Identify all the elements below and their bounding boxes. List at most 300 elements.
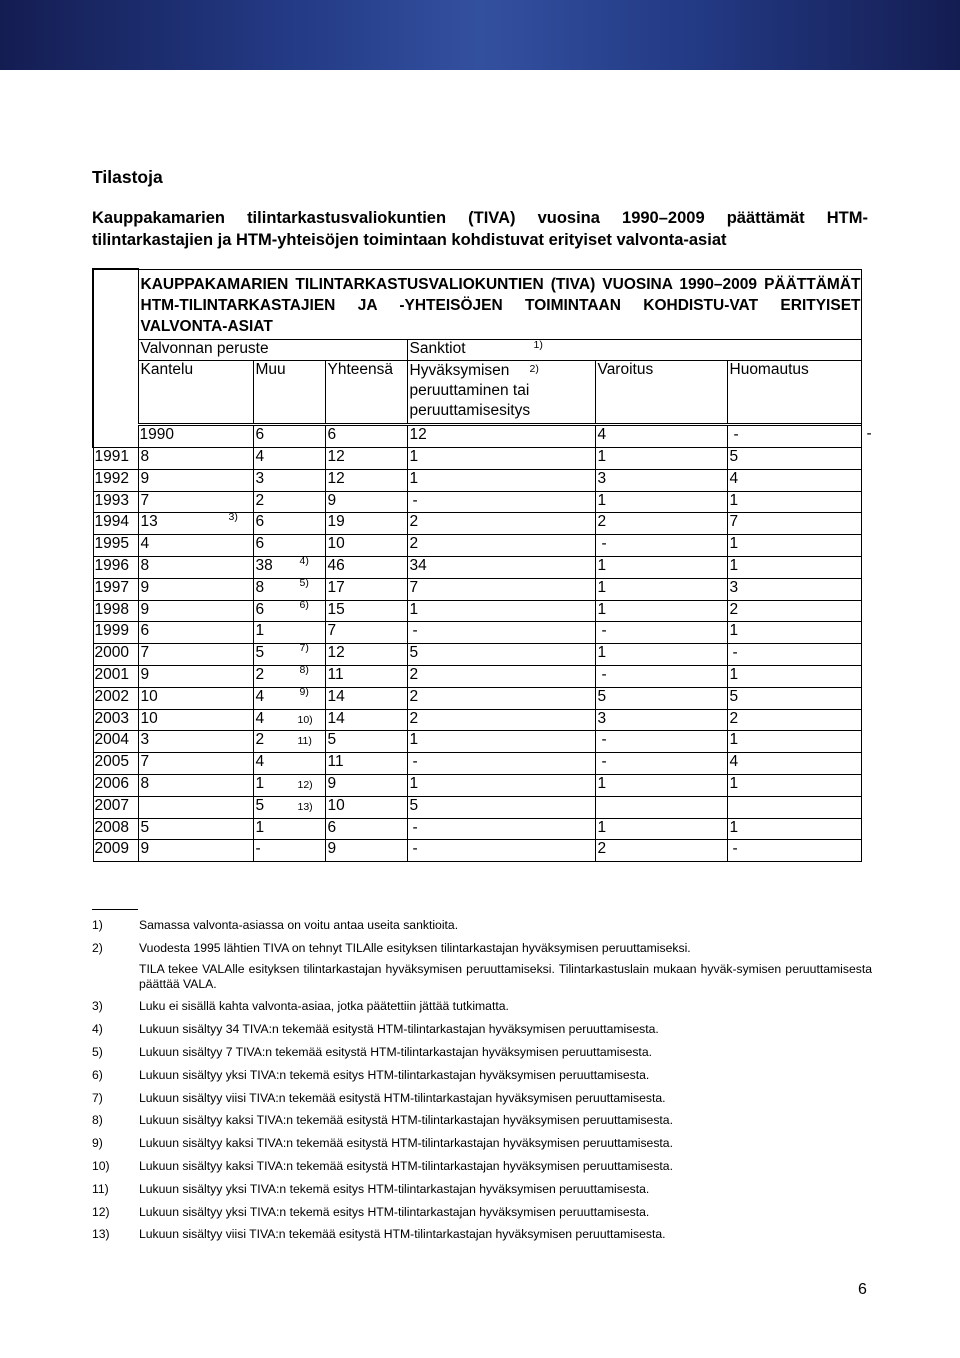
footnote-number: 7) — [92, 1090, 103, 1105]
footnote-number: 13) — [92, 1227, 110, 1242]
varoitus-cell — [595, 818, 727, 840]
yhteensa-cell-value: 9 — [327, 491, 337, 509]
column-header-hyvaksymisen — [407, 361, 595, 425]
hyvaksymisen-cell-value: 1 — [409, 448, 419, 466]
hyvaksymisen-cell — [407, 491, 595, 513]
muu-cell — [253, 818, 325, 840]
hyvaksymisen-cell-value: 1 — [409, 775, 419, 793]
muu-cell-value: 1 — [255, 818, 265, 836]
hyvaksymisen-cell-value: 2 — [409, 535, 419, 553]
varoitus-cell — [595, 491, 727, 513]
kantelu-cell — [138, 709, 253, 731]
yhteensa-cell-value: 17 — [327, 578, 345, 596]
muu-cell — [253, 709, 325, 731]
varoitus-cell — [595, 687, 727, 709]
hyvaksymisen-cell-value: 1 — [409, 469, 419, 487]
yhteensa-cell-value: 11 — [327, 753, 344, 771]
kantelu-cell-value: 7 — [140, 491, 150, 509]
huomautus-cell-value: 2 — [729, 600, 739, 618]
year-cell-value: 1997 — [94, 578, 129, 596]
footnote-number: 3) — [92, 999, 103, 1014]
column-header-row — [93, 361, 861, 425]
footnote-item — [92, 1227, 872, 1242]
yhteensa-cell — [325, 491, 407, 513]
year-cell-value: 2007 — [94, 796, 129, 814]
muu-cell — [253, 513, 325, 535]
yhteensa-cell-value: 6 — [327, 818, 337, 836]
kantelu-cell — [138, 644, 253, 666]
muu-cell — [253, 775, 325, 797]
year-cell-value: 1991 — [94, 448, 129, 466]
varoitus-cell-value: 1 — [597, 644, 607, 662]
muu-cell-value: 4 — [255, 709, 265, 727]
huomautus-cell-value: 1 — [729, 775, 739, 793]
year-cell — [93, 687, 138, 709]
column-header-huomautus: Huomautus — [727, 361, 861, 425]
huomautus-cell — [727, 731, 861, 753]
hyvaksymisen-cell — [407, 557, 595, 579]
year-cell — [93, 622, 138, 644]
muu-cell-value: 1 — [255, 775, 265, 793]
huomautus-cell-value: 1 — [729, 557, 739, 575]
year-cell-value: 2001 — [94, 666, 129, 684]
footnote-number: 1) — [92, 918, 103, 932]
kantelu-cell-value: 3 — [140, 731, 150, 749]
footnote-item — [92, 1091, 872, 1106]
year-cell — [93, 578, 138, 600]
footnote-ref: 7) — [299, 642, 309, 655]
yhteensa-cell-value: 12 — [327, 469, 345, 487]
muu-cell — [253, 448, 325, 470]
hyvaksymisen-cell — [407, 666, 595, 688]
kantelu-cell — [138, 469, 253, 491]
varoitus-cell — [595, 469, 727, 491]
hyvaksymisen-cell — [407, 775, 595, 797]
year-cell-value: 2009 — [94, 840, 129, 858]
yhteensa-cell — [325, 818, 407, 840]
huomautus-cell — [727, 666, 861, 688]
muu-cell — [253, 622, 325, 644]
footnote-item — [92, 918, 872, 933]
kantelu-cell-value: 8 — [140, 448, 150, 466]
muu-cell — [253, 535, 325, 557]
footnote-text: Samassa valvonta-asiassa on voitu antaa useita sanktioita. — [139, 918, 459, 932]
varoitus-cell — [595, 753, 727, 775]
varoitus-cell-value: - — [601, 622, 607, 640]
footnote-text: Luku ei sisällä kahta valvonta-asiaa, jotka päätettiin jättää tutkimatta. — [139, 999, 509, 1014]
huomautus-cell — [727, 687, 861, 709]
year-cell-value: 2005 — [94, 753, 129, 771]
table-row — [93, 425, 861, 448]
footnote-text: Lukuun sisältyy viisi TIVA:n tekemää esitystä HTM-tilintarkastajan hyväksymisen peruuttamisesta. — [139, 1227, 666, 1242]
huomautus-cell — [727, 513, 861, 535]
footnote-number: 6) — [92, 1067, 103, 1082]
muu-cell-value: 6 — [255, 513, 265, 531]
varoitus-cell — [595, 513, 727, 535]
year-cell — [93, 513, 138, 535]
varoitus-cell — [595, 644, 727, 666]
kantelu-cell-value: 9 — [140, 600, 150, 618]
footnote-number: 4) — [92, 1022, 103, 1037]
hyvaksymisen-cell-value: 5 — [409, 644, 419, 662]
varoitus-cell — [595, 775, 727, 797]
kantelu-cell-value: 9 — [140, 578, 150, 596]
hyvaksymisen-cell — [407, 622, 595, 644]
huomautus-cell — [727, 644, 861, 666]
huomautus-cell — [727, 448, 861, 470]
muu-cell — [253, 557, 325, 579]
varoitus-cell — [595, 600, 727, 622]
varoitus-cell-value: 5 — [597, 687, 607, 705]
year-cell — [93, 448, 138, 470]
huomautus-cell — [727, 818, 861, 840]
huomautus-cell-value: 1 — [729, 731, 739, 749]
footnote-item — [92, 1068, 872, 1083]
footnote-text: Lukuun sisältyy kaksi TIVA:n tekemää esitystä HTM-tilintarkastajan hyväksymisen peruuttamisesta. — [139, 1113, 673, 1128]
footnote-number: 9) — [92, 1136, 103, 1151]
footnote-number: 8) — [92, 1113, 103, 1128]
hyvaksymisen-cell — [407, 535, 595, 557]
muu-cell-value: 6 — [327, 426, 337, 444]
table-row — [93, 644, 861, 666]
hyvaksymisen-cell — [407, 796, 595, 818]
footnote-text: Lukuun sisältyy yksi TIVA:n tekemä esitys HTM-tilintarkastajan hyväksymisen peruuttamisesta. — [139, 1204, 650, 1219]
footnote-item — [92, 1113, 872, 1128]
hyvaksymisen-cell — [407, 469, 595, 491]
footnote-ref: 5) — [299, 576, 309, 589]
footnote-number: 12) — [92, 1204, 110, 1219]
footnote-ref: 13) — [297, 800, 313, 813]
footnote-text: Lukuun sisältyy 7 TIVA:n tekemää esitystä HTM-tilintarkastajan hyväksymisen peruuttamisesta. — [139, 1044, 652, 1059]
muu-cell — [253, 469, 325, 491]
yhteensa-cell — [325, 600, 407, 622]
footnote-text: Lukuun sisältyy kaksi TIVA:n tekemää esitystä HTM-tilintarkastajan hyväksymisen peruuttamisesta. — [139, 1158, 673, 1173]
yhteensa-cell-value: 14 — [327, 709, 345, 727]
varoitus-cell — [595, 578, 727, 600]
huomautus-cell-value: 5 — [729, 687, 739, 705]
hyvaksymisen-cell-value: 2 — [409, 666, 419, 684]
huomautus-cell — [727, 622, 861, 644]
muu-cell — [253, 731, 325, 753]
hyvaksymisen-cell-value: 1 — [409, 731, 419, 749]
yhteensa-cell — [325, 535, 407, 557]
hyvaksymisen-cell — [407, 644, 595, 666]
column-header-kantelu: Kantelu — [138, 361, 253, 425]
group-header-peruste: Valvonnan peruste — [138, 339, 407, 361]
huomautus-cell-value: 1 — [729, 666, 739, 684]
varoitus-cell-value: 1 — [597, 600, 607, 618]
footnote-ref: 8) — [299, 664, 309, 677]
varoitus-cell-value: 3 — [597, 469, 607, 487]
muu-cell-value: 5 — [255, 796, 265, 814]
muu-cell-value: 4 — [255, 753, 265, 771]
table-row — [93, 513, 861, 535]
kantelu-cell — [138, 600, 253, 622]
table-row — [93, 578, 861, 600]
footnote-item — [92, 941, 872, 956]
hyvaksymisen-cell-value: 34 — [409, 557, 427, 575]
page-heading: Tilastoja — [92, 167, 163, 187]
muu-cell — [253, 753, 325, 775]
kantelu-cell — [138, 491, 253, 513]
footnote-text: Vuodesta 1995 lähtien TIVA on tehnyt TILAlle esityksen tilintarkastajan hyväksymisen peruuttamiseksi. — [139, 940, 691, 955]
hyvaksymisen-cell — [407, 731, 595, 753]
footnote-number: 11) — [92, 1181, 109, 1196]
kantelu-cell — [138, 840, 253, 862]
kantelu-cell — [138, 622, 253, 644]
kantelu-cell-value: 8 — [140, 557, 150, 575]
footnote-item — [92, 1136, 872, 1151]
varoitus-cell-value: 1 — [597, 775, 607, 793]
year-cell-value: 2003 — [94, 709, 129, 727]
yhteensa-cell — [325, 448, 407, 470]
footnote-ref: 3) — [228, 511, 238, 524]
table-row — [93, 557, 861, 579]
huomautus-cell-value: 1 — [729, 535, 739, 553]
huomautus-cell — [727, 535, 861, 557]
varoitus-cell-value: 1 — [597, 557, 607, 575]
yhteensa-cell-value: 12 — [409, 426, 427, 444]
hyvaksymisen-cell-value: - — [412, 491, 418, 509]
yhteensa-cell-value: 10 — [327, 535, 345, 553]
yhteensa-cell — [325, 753, 407, 775]
huomautus-cell-value: 5 — [729, 448, 739, 466]
varoitus-cell — [595, 557, 727, 579]
kantelu-cell-value: 4 — [140, 535, 150, 553]
year-cell — [93, 731, 138, 753]
hyvaksymisen-cell-value: 4 — [597, 426, 607, 444]
header-bar — [0, 0, 960, 70]
year-cell-value: 2006 — [94, 775, 129, 793]
year-cell — [93, 775, 138, 797]
muu-cell — [253, 600, 325, 622]
yhteensa-cell-value: 9 — [327, 840, 337, 858]
varoitus-cell-value: 1 — [597, 578, 607, 596]
footnote-ref: 11) — [297, 735, 312, 748]
kantelu-cell-value: 7 — [140, 753, 150, 771]
muu-cell — [253, 796, 325, 818]
yhteensa-cell-value: 46 — [327, 557, 345, 575]
huomautus-cell-value: - — [732, 644, 738, 662]
column-header-yhteensa: Yhteensä — [325, 361, 407, 425]
yhteensa-cell — [325, 644, 407, 666]
year-cell — [93, 600, 138, 622]
yhteensa-cell-value: 15 — [327, 600, 345, 618]
yhteensa-cell-value: 11 — [327, 666, 344, 684]
yhteensa-cell — [325, 666, 407, 688]
table-row — [93, 818, 861, 840]
page-subtitle: Kauppakamarien tilintarkastusvaliokuntien (TIVA) vuosina 1990–2009 päättämät HTM-tilintarkastajien ja HTM-yhteisöjen toimintaan kohdistuvat erityiset valvonta-asiat — [92, 209, 868, 249]
huomautus-cell — [727, 469, 861, 491]
kantelu-cell-value: 8 — [140, 775, 150, 793]
huomautus-cell — [727, 600, 861, 622]
varoitus-cell-value: 1 — [597, 818, 607, 836]
column-header-hyvaksymisen-label: Hyväksymisen peruuttaminen tai peruuttamisesitys — [409, 362, 531, 420]
year-cell-value: 1990 — [139, 426, 174, 444]
varoitus-cell-value: 3 — [597, 709, 607, 727]
hyvaksymisen-cell-value: - — [412, 753, 418, 771]
year-cell-value: 1994 — [94, 513, 129, 531]
hyvaksymisen-cell-value: 2 — [409, 709, 419, 727]
muu-cell-value: 2 — [255, 491, 265, 509]
kantelu-cell-value: 5 — [140, 818, 150, 836]
footnote-ref: 12) — [297, 779, 313, 792]
year-cell — [93, 753, 138, 775]
hyvaksymisen-cell-value: 1 — [409, 600, 419, 618]
kantelu-cell — [138, 535, 253, 557]
table-title: KAUPPAKAMARIEN TILINTARKASTUSVALIOKUNTIEN (TIVA) VUOSINA 1990–2009 PÄÄTTÄMÄT HTM-TILINTARKASTAJIEN JA -YHTEISÖJEN TOIMINTAAN KOHDISTU-VAT ERITYISET VALVONTA-ASIAT — [138, 269, 861, 339]
footnote-item — [92, 1182, 872, 1197]
table-row — [93, 622, 861, 644]
footnote-text: Lukuun sisältyy kaksi TIVA:n tekemää esitystä HTM-tilintarkastajan hyväksymisen peruuttamisesta. — [139, 1136, 673, 1151]
footnotes — [92, 918, 872, 1250]
muu-cell-value: 6 — [255, 600, 265, 618]
muu-cell — [253, 687, 325, 709]
table-row — [93, 448, 861, 470]
muu-cell-value: 2 — [255, 666, 265, 684]
muu-cell-value: 6 — [255, 535, 265, 553]
varoitus-cell-value: - — [601, 731, 607, 749]
hyvaksymisen-cell — [407, 687, 595, 709]
muu-cell-value: 38 — [255, 557, 273, 575]
hyvaksymisen-cell — [407, 448, 595, 470]
varoitus-cell — [595, 535, 727, 557]
hyvaksymisen-cell-value: 2 — [409, 687, 419, 705]
footnote-text: Lukuun sisältyy yksi TIVA:n tekemä esitys HTM-tilintarkastajan hyväksymisen peruuttamisesta. — [139, 1067, 650, 1082]
kantelu-cell-value: 13 — [140, 513, 158, 531]
yhteensa-cell — [325, 731, 407, 753]
group-header-sanktiot-label: Sanktiot — [409, 339, 466, 357]
table-row — [93, 840, 861, 862]
year-cell-value: 1992 — [94, 469, 129, 487]
kantelu-cell-value: 6 — [140, 622, 150, 640]
huomautus-cell-value: 2 — [729, 709, 739, 727]
huomautus-cell — [727, 578, 861, 600]
year-cell-value: 1995 — [94, 535, 129, 553]
varoitus-cell — [595, 666, 727, 688]
year-cell-value: 1999 — [94, 622, 129, 640]
kantelu-cell — [138, 513, 253, 535]
yhteensa-cell-value: 12 — [327, 448, 345, 466]
hyvaksymisen-cell — [407, 600, 595, 622]
muu-cell — [253, 578, 325, 600]
huomautus-cell — [727, 709, 861, 731]
year-cell — [93, 818, 138, 840]
yhteensa-cell — [325, 469, 407, 491]
footnote-ref: 1) — [533, 338, 543, 351]
hyvaksymisen-cell-value: 5 — [409, 796, 419, 814]
year-cell — [93, 709, 138, 731]
varoitus-cell-value: - — [601, 535, 607, 553]
hyvaksymisen-cell — [407, 818, 595, 840]
table-row — [93, 469, 861, 491]
hyvaksymisen-cell — [407, 709, 595, 731]
footnote-text: TILA tekee VALAlle esityksen tilintarkastajan hyväksymisen peruuttamiseksi. Tilintarkastuslain mukaan hyväk-symisen peruuttamisesta päättää VALA. — [139, 961, 872, 991]
varoitus-cell-value: - — [601, 753, 607, 771]
huomautus-cell-value: 1 — [729, 818, 739, 836]
footnote-item — [92, 962, 872, 992]
varoitus-cell — [595, 622, 727, 644]
muu-cell-value: 2 — [255, 731, 265, 749]
kantelu-cell-value: 9 — [140, 666, 150, 684]
year-cell — [93, 557, 138, 579]
footnote-ref: 4) — [299, 555, 309, 568]
varoitus-cell — [595, 448, 727, 470]
kantelu-cell — [138, 818, 253, 840]
huomautus-cell — [727, 557, 861, 579]
page-number: 6 — [858, 1281, 867, 1298]
huomautus-cell — [727, 775, 861, 797]
huomautus-cell-value: 4 — [729, 753, 739, 771]
kantelu-cell — [138, 578, 253, 600]
footnote-separator — [92, 909, 138, 910]
table-row — [93, 666, 861, 688]
muu-cell-value: - — [255, 840, 261, 858]
yhteensa-cell — [325, 796, 407, 818]
yhteensa-cell — [325, 709, 407, 731]
year-cell — [93, 644, 138, 666]
varoitus-cell — [595, 709, 727, 731]
yhteensa-cell-value: 7 — [327, 622, 337, 640]
yhteensa-cell — [325, 513, 407, 535]
corner-cell — [93, 269, 138, 448]
table-row — [93, 796, 861, 818]
year-cell — [93, 491, 138, 513]
kantelu-cell-value: 10 — [140, 687, 158, 705]
varoitus-cell-value: 2 — [597, 513, 607, 531]
yhteensa-cell-value: 19 — [327, 513, 345, 531]
footnote-item — [92, 1022, 872, 1037]
varoitus-cell — [595, 731, 727, 753]
table-title-row — [93, 269, 861, 339]
footnote-number: 5) — [92, 1044, 103, 1059]
column-header-muu: Muu — [253, 361, 325, 425]
kantelu-cell — [138, 448, 253, 470]
kantelu-cell-value: 9 — [140, 469, 150, 487]
muu-cell-value: 3 — [255, 469, 265, 487]
kantelu-cell — [138, 753, 253, 775]
kantelu-cell-value: 9 — [140, 840, 150, 858]
table-row — [93, 709, 861, 731]
column-header-varoitus: Varoitus — [595, 361, 727, 425]
yhteensa-cell — [325, 775, 407, 797]
year-cell-value: 2002 — [94, 687, 129, 705]
table-row — [93, 600, 861, 622]
varoitus-cell-value: - — [733, 426, 739, 444]
yhteensa-cell — [325, 578, 407, 600]
year-cell — [93, 469, 138, 491]
year-cell — [93, 666, 138, 688]
muu-cell-value: 8 — [255, 578, 265, 596]
footnote-item — [92, 1205, 872, 1220]
varoitus-cell — [595, 840, 727, 862]
muu-cell — [253, 644, 325, 666]
kantelu-cell — [138, 687, 253, 709]
footnote-ref: 6) — [299, 598, 309, 611]
hyvaksymisen-cell-value: - — [412, 840, 418, 858]
kantelu-cell — [253, 425, 325, 448]
huomautus-cell-value: 3 — [729, 578, 739, 596]
huomautus-cell-value: 7 — [729, 513, 739, 531]
huomautus-cell — [727, 753, 861, 775]
footnote-item — [92, 1045, 872, 1060]
huomautus-cell-value: - — [866, 425, 872, 443]
yhteensa-cell-value: 10 — [327, 796, 345, 814]
varoitus-cell-value: 1 — [597, 448, 607, 466]
year-cell — [93, 796, 138, 818]
varoitus-cell-value: 1 — [597, 491, 607, 509]
kantelu-cell — [138, 557, 253, 579]
